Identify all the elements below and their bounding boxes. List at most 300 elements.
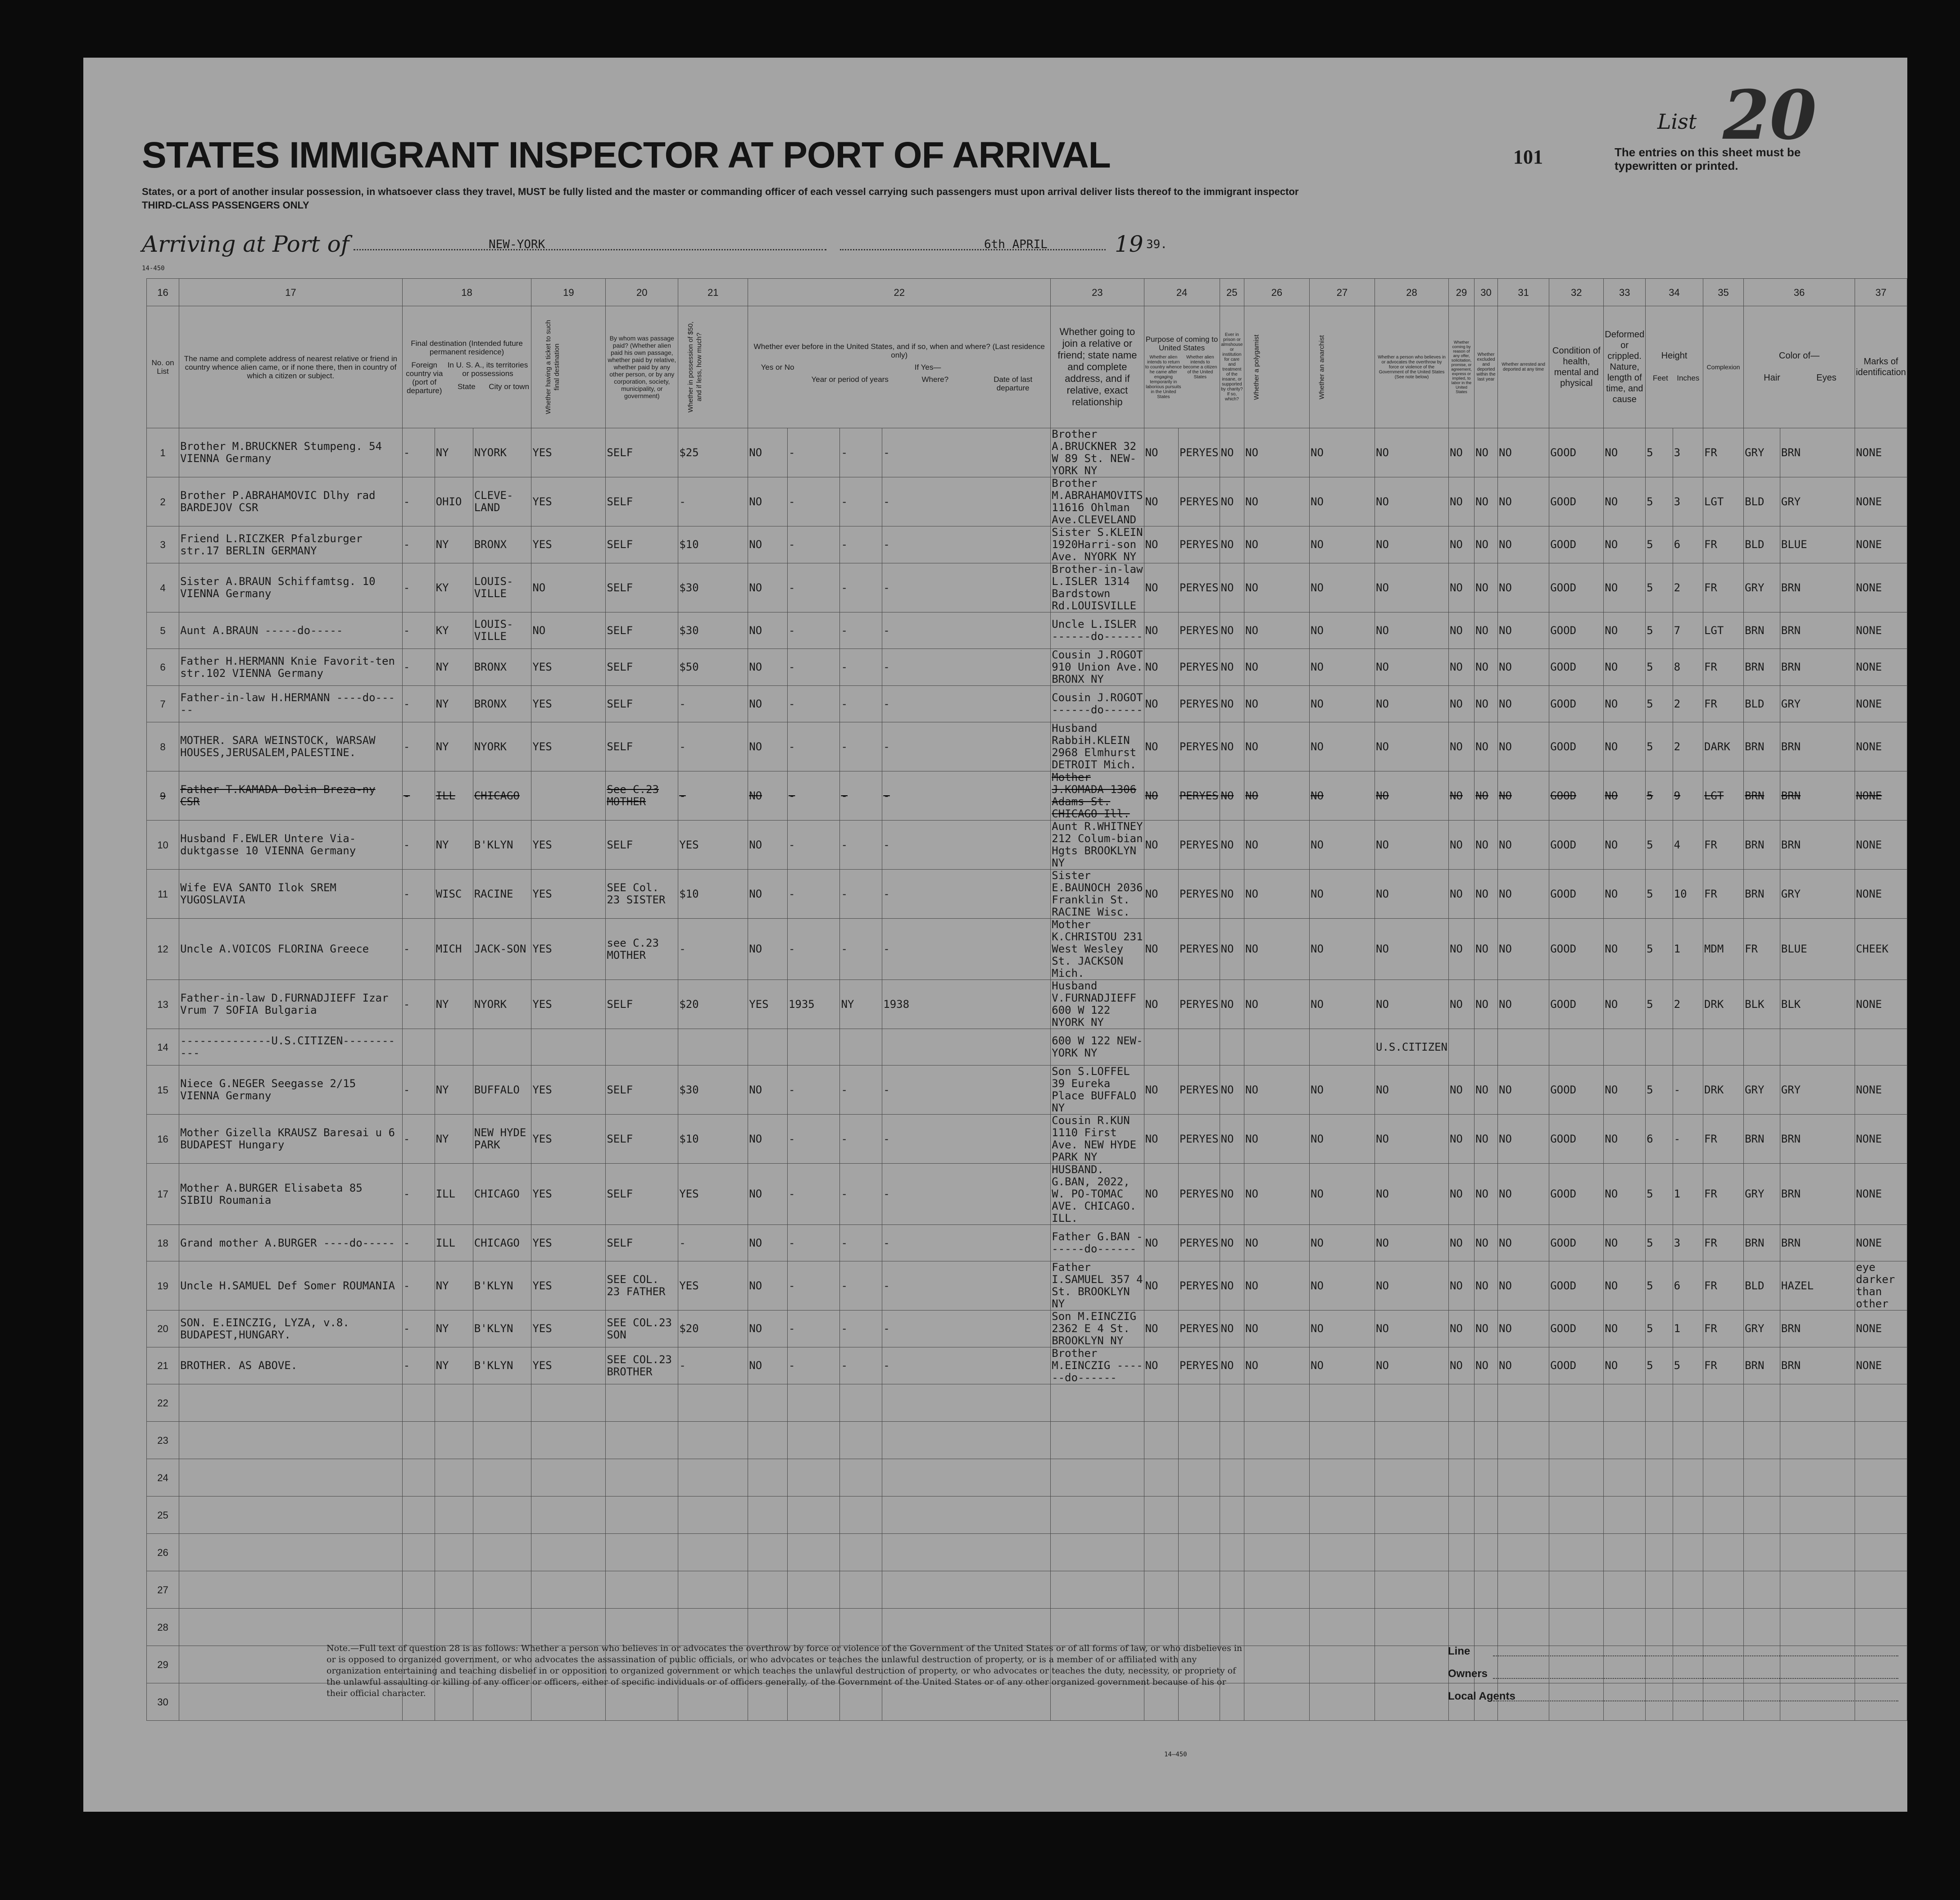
cell-return: NO <box>1144 722 1178 771</box>
empty-cell <box>882 1609 1051 1646</box>
cell-deformed: NO <box>1604 821 1646 870</box>
cell-offer: NO <box>1448 771 1474 821</box>
year-prefix: 19 <box>1115 231 1143 257</box>
table-row <box>147 1115 1907 1164</box>
cell-years: - <box>787 1347 840 1384</box>
cell-departure: - <box>882 477 1051 526</box>
cell-polyg: NO <box>1244 1311 1310 1347</box>
table-row <box>147 1261 1907 1311</box>
cell-deformed: NO <box>1604 919 1646 980</box>
cell-money: $10 <box>678 526 748 563</box>
cell-years: - <box>787 686 840 722</box>
cell-eyes: BRN <box>1780 1115 1855 1164</box>
cell-health: GOOD <box>1549 1115 1604 1164</box>
cell-state: KY <box>435 563 473 612</box>
cell-deformed: NO <box>1604 1164 1646 1225</box>
cell-overthrow: NO <box>1375 563 1449 612</box>
cell-excluded <box>1475 1029 1498 1066</box>
cell-citizen: PERYES <box>1178 477 1220 526</box>
cell-overthrow: NO <box>1375 1347 1449 1384</box>
header-money-text: Whether in possession of $50, and if less, how much? <box>687 322 703 413</box>
header-hair: Hair <box>1764 373 1780 383</box>
cell-money: $10 <box>678 870 748 919</box>
cell-marks: NONE <box>1855 1164 1907 1225</box>
col-num-17: 17 <box>179 279 403 306</box>
cell-before: NO <box>748 1115 788 1164</box>
port-line <box>354 249 826 250</box>
cell-complexion: FR <box>1703 526 1743 563</box>
cell-marks: NONE <box>1855 870 1907 919</box>
cell-ticket: YES <box>531 919 606 980</box>
cell-citizen: PERYES <box>1178 1311 1220 1347</box>
cell-citizen: PERYES <box>1178 870 1220 919</box>
arrival-date: 6th APRIL <box>984 238 1048 251</box>
cell-complexion: FR <box>1703 1347 1743 1384</box>
year-suffix: 39. <box>1146 238 1167 251</box>
header-eyes: Eyes <box>1816 373 1837 383</box>
col-num-16: 16 <box>147 279 179 306</box>
page-code: 101 <box>1513 146 1543 168</box>
cell-departure: - <box>882 1347 1051 1384</box>
form-code: 14-450 <box>142 265 165 272</box>
cell-overthrow: NO <box>1375 1066 1449 1115</box>
empty-cell <box>1051 1459 1144 1496</box>
empty-cell <box>1244 1422 1310 1459</box>
cell-eyes: BRN <box>1780 1164 1855 1225</box>
cell-where: - <box>840 1164 882 1225</box>
cell-years: - <box>787 771 840 821</box>
cell-years <box>787 1029 840 1066</box>
cell-anarch: NO <box>1310 1225 1375 1261</box>
empty-cell <box>1673 1571 1703 1609</box>
cell-marks: NONE <box>1855 1115 1907 1164</box>
header-usa-group: In U. S. A., its territories or possessions <box>447 361 528 378</box>
cell-relative: --------------U.S.CITIZEN----------- <box>179 1029 403 1066</box>
cell-offer: NO <box>1448 612 1474 649</box>
cell-arrested: NO <box>1498 1311 1549 1347</box>
cell-polyg: NO <box>1244 686 1310 722</box>
cell-state: NY <box>435 722 473 771</box>
empty-cell <box>1448 1609 1474 1646</box>
cell-polyg: NO <box>1244 919 1310 980</box>
passenger-rows <box>147 428 1907 1721</box>
cell-money: $30 <box>678 612 748 649</box>
cell-departure <box>882 1029 1051 1066</box>
cell-health: GOOD <box>1549 428 1604 477</box>
cell-complexion: FR <box>1703 870 1743 919</box>
cell-years: - <box>787 919 840 980</box>
cell-prison <box>1220 1029 1244 1066</box>
empty-cell <box>1178 1609 1220 1646</box>
cell-excluded: NO <box>1475 821 1498 870</box>
cell-citizen: PERYES <box>1178 1347 1220 1384</box>
cell-prison: NO <box>1220 1115 1244 1164</box>
cell-relative: Uncle A.VOICOS FLORINA Greece <box>179 919 403 980</box>
empty-cell <box>787 1422 840 1459</box>
cell-return: NO <box>1144 1261 1178 1311</box>
cell-ticket: YES <box>531 1261 606 1311</box>
cell-overthrow: NO <box>1375 526 1449 563</box>
cell-hair: GRY <box>1744 1311 1780 1347</box>
cell-overthrow: NO <box>1375 612 1449 649</box>
empty-cell <box>1646 1422 1673 1459</box>
cell-deformed: NO <box>1604 1066 1646 1115</box>
empty-cell <box>1604 1422 1646 1459</box>
cell-before: YES <box>748 980 788 1029</box>
cell-years: - <box>787 428 840 477</box>
cell-where: - <box>840 1225 882 1261</box>
empty-cell <box>1498 1496 1549 1534</box>
col-num-37: 37 <box>1855 279 1907 306</box>
cell-foreign: - <box>402 563 435 612</box>
cell-excluded: NO <box>1475 1115 1498 1164</box>
col-num-28: 28 <box>1375 279 1449 306</box>
empty-cell <box>1780 1384 1855 1422</box>
cell-marks: NONE <box>1855 1311 1907 1347</box>
empty-cell <box>1244 1496 1310 1534</box>
cell-no: 18 <box>147 1225 179 1261</box>
cell-city: LOUIS-VILLE <box>473 563 531 612</box>
cell-before: NO <box>748 428 788 477</box>
table-row <box>147 1066 1907 1115</box>
cell-money: - <box>678 477 748 526</box>
cell-departure: - <box>882 1066 1051 1115</box>
cell-anarch: NO <box>1310 821 1375 870</box>
empty-cell <box>1646 1459 1673 1496</box>
cell-state: ILL <box>435 1164 473 1225</box>
cell-return: NO <box>1144 428 1178 477</box>
cell-marks: NONE <box>1855 771 1907 821</box>
cell-no: 13 <box>147 980 179 1029</box>
cell-arrested: NO <box>1498 649 1549 686</box>
empty-cell <box>1178 1496 1220 1534</box>
cell-citizen: PERYES <box>1178 1164 1220 1225</box>
empty-cell <box>1673 1609 1703 1646</box>
empty-cell <box>531 1571 606 1609</box>
cell-overthrow: NO <box>1375 1225 1449 1261</box>
cell-where: - <box>840 1115 882 1164</box>
cell-return: NO <box>1144 1347 1178 1384</box>
cell-years: - <box>787 526 840 563</box>
empty-cell <box>1744 1683 1780 1721</box>
empty-cell <box>840 1571 882 1609</box>
cell-health: GOOD <box>1549 649 1604 686</box>
empty-cell <box>1375 1534 1449 1571</box>
cell-offer: NO <box>1448 980 1474 1029</box>
cell-excluded: NO <box>1475 1347 1498 1384</box>
empty-cell <box>179 1384 403 1422</box>
cell-departure: - <box>882 722 1051 771</box>
empty-cell <box>1703 1459 1743 1496</box>
col-num-23: 23 <box>1051 279 1144 306</box>
cell-marks: NONE <box>1855 428 1907 477</box>
cell-arrested: NO <box>1498 526 1549 563</box>
header-overthrow: Whether a person who believes in or advocates the overthrow by force or violence of the Government of the United States (See note below) <box>1375 306 1449 428</box>
cell-money <box>678 1029 748 1066</box>
cell-ticket: YES <box>531 821 606 870</box>
empty-cell <box>1244 1384 1310 1422</box>
empty-cell <box>1375 1496 1449 1534</box>
cell-no: 6 <box>147 649 179 686</box>
cell-deformed: NO <box>1604 722 1646 771</box>
arriving-label: Arriving at Port of <box>142 231 349 257</box>
col-num-26: 26 <box>1244 279 1310 306</box>
empty-cell <box>1744 1496 1780 1534</box>
cell-relative: Friend L.RICZKER Pfalzburger str.17 BERLIN GERMANY <box>179 526 403 563</box>
cell-prison: NO <box>1220 686 1244 722</box>
empty-cell <box>1604 1609 1646 1646</box>
empty-cell <box>1244 1646 1310 1683</box>
cell-return: NO <box>1144 477 1178 526</box>
empty-cell <box>678 1609 748 1646</box>
table-row <box>147 428 1907 477</box>
empty-cell <box>179 1459 403 1496</box>
cell-health: GOOD <box>1549 1347 1604 1384</box>
cell-marks: NONE <box>1855 563 1907 612</box>
empty-cell <box>473 1571 531 1609</box>
cell-return: NO <box>1144 821 1178 870</box>
table-row <box>147 919 1907 980</box>
cell-where: NY <box>840 980 882 1029</box>
cell-hair: BRN <box>1744 722 1780 771</box>
col-num-34: 34 <box>1646 279 1703 306</box>
cell-paid-by: SELF <box>606 649 678 686</box>
cell-health: GOOD <box>1549 1261 1604 1311</box>
cell-citizen: PERYES <box>1178 563 1220 612</box>
cell-anarch: NO <box>1310 722 1375 771</box>
row-number: 27 <box>147 1571 179 1609</box>
empty-cell <box>435 1422 473 1459</box>
cell-overthrow: NO <box>1375 919 1449 980</box>
cell-foreign: - <box>402 649 435 686</box>
cell-offer: NO <box>1448 919 1474 980</box>
cell-feet <box>1646 1029 1673 1066</box>
col-num-19: 19 <box>531 279 606 306</box>
empty-cell <box>840 1609 882 1646</box>
cell-health <box>1549 1029 1604 1066</box>
empty-row <box>147 1571 1907 1609</box>
cell-before <box>748 1029 788 1066</box>
cell-relative: Niece G.NEGER Seegasse 2/15 VIENNA Germany <box>179 1066 403 1115</box>
cell-return: NO <box>1144 1164 1178 1225</box>
table-row <box>147 612 1907 649</box>
cell-years: - <box>787 1164 840 1225</box>
empty-cell <box>678 1496 748 1534</box>
cell-complexion: DARK <box>1703 722 1743 771</box>
empty-cell <box>402 1459 435 1496</box>
empty-cell <box>1549 1422 1604 1459</box>
cell-ticket: YES <box>531 722 606 771</box>
cell-inches: 2 <box>1673 686 1703 722</box>
cell-prison: NO <box>1220 477 1244 526</box>
empty-cell <box>1475 1459 1498 1496</box>
cell-arrested: NO <box>1498 1225 1549 1261</box>
cell-years: 1935 <box>787 980 840 1029</box>
empty-cell <box>1549 1384 1604 1422</box>
empty-cell <box>1780 1571 1855 1609</box>
cell-anarch: NO <box>1310 686 1375 722</box>
cell-citizen: PERYES <box>1178 919 1220 980</box>
cell-deformed: NO <box>1604 649 1646 686</box>
cell-polyg: NO <box>1244 1225 1310 1261</box>
empty-cell <box>531 1422 606 1459</box>
empty-cell <box>678 1534 748 1571</box>
header-offer: Whether coming by reason of any offer, solicitation, promise, or agreement, express or implied, to labor in the United States <box>1448 306 1474 428</box>
empty-cell <box>748 1422 788 1459</box>
header-foreign-country: Foreign country via (port of departure) <box>406 361 443 395</box>
table-row <box>147 686 1907 722</box>
table-row <box>147 771 1907 821</box>
cell-join: Husband V.FURNADJIEFF 600 W 122 NYORK NY <box>1051 980 1144 1029</box>
empty-cell <box>787 1384 840 1422</box>
cell-eyes: GRY <box>1780 1066 1855 1115</box>
cell-eyes <box>1780 1029 1855 1066</box>
cell-city: B'KLYN <box>473 1347 531 1384</box>
cell-health: GOOD <box>1549 1164 1604 1225</box>
header-purpose <box>1144 306 1220 428</box>
cell-health: GOOD <box>1549 919 1604 980</box>
cell-offer: NO <box>1448 1261 1474 1311</box>
cell-prison: NO <box>1220 1164 1244 1225</box>
cell-foreign: - <box>402 1311 435 1347</box>
empty-cell <box>840 1422 882 1459</box>
empty-cell <box>1310 1571 1375 1609</box>
empty-row <box>147 1496 1907 1534</box>
cell-marks: NONE <box>1855 612 1907 649</box>
cell-foreign: - <box>402 1164 435 1225</box>
cell-arrested: NO <box>1498 919 1549 980</box>
row-number: 29 <box>147 1646 179 1683</box>
cell-polyg: NO <box>1244 1347 1310 1384</box>
cell-state: NY <box>435 686 473 722</box>
empty-cell <box>1744 1534 1780 1571</box>
cell-join: Aunt R.WHITNEY 212 Colum-bian Hgts BROOKLYN NY <box>1051 821 1144 870</box>
cell-paid-by: SELF <box>606 1225 678 1261</box>
empty-cell <box>1475 1609 1498 1646</box>
cell-city: BRONX <box>473 526 531 563</box>
cell-relative: Mother Gizella KRAUSZ Baresai u 6 BUDAPEST Hungary <box>179 1115 403 1164</box>
empty-cell <box>1375 1609 1449 1646</box>
cell-years: - <box>787 821 840 870</box>
cell-departure: - <box>882 428 1051 477</box>
empty-cell <box>1855 1609 1907 1646</box>
empty-cell <box>1475 1571 1498 1609</box>
cell-feet: 5 <box>1646 771 1673 821</box>
header-polygamist-text: Whether a polygamist <box>1252 334 1261 400</box>
cell-prison: NO <box>1220 870 1244 919</box>
row-number: 28 <box>147 1609 179 1646</box>
cell-complexion: FR <box>1703 1225 1743 1261</box>
cell-hair: BLD <box>1744 477 1780 526</box>
empty-cell <box>402 1609 435 1646</box>
cell-ticket: YES <box>531 526 606 563</box>
cell-hair: BRN <box>1744 649 1780 686</box>
empty-cell <box>1051 1384 1144 1422</box>
empty-cell <box>748 1571 788 1609</box>
cell-foreign: - <box>402 686 435 722</box>
empty-cell <box>1310 1422 1375 1459</box>
cell-before: NO <box>748 1066 788 1115</box>
cell-join: Mother J.KOMADA 1306 Adams St. CHICAGO Ill. <box>1051 771 1144 821</box>
cell-departure: - <box>882 649 1051 686</box>
cell-anarch: NO <box>1310 980 1375 1029</box>
cell-feet: 5 <box>1646 1311 1673 1347</box>
cell-hair: GRY <box>1744 1164 1780 1225</box>
empty-cell <box>1375 1571 1449 1609</box>
cell-state: MICH <box>435 919 473 980</box>
cell-feet: 5 <box>1646 980 1673 1029</box>
cell-excluded: NO <box>1475 1311 1498 1347</box>
cell-deformed: NO <box>1604 1225 1646 1261</box>
empty-cell <box>1855 1571 1907 1609</box>
cell-inches: 1 <box>1673 919 1703 980</box>
header-purpose-label: Purpose of coming to United States <box>1145 335 1218 352</box>
cell-hair: BRN <box>1744 612 1780 649</box>
cell-departure: - <box>882 612 1051 649</box>
cell-departure: - <box>882 1311 1051 1347</box>
cell-city: NYORK <box>473 722 531 771</box>
col-num-33: 33 <box>1604 279 1646 306</box>
empty-cell <box>1673 1496 1703 1534</box>
empty-cell <box>1310 1384 1375 1422</box>
cell-deformed: NO <box>1604 477 1646 526</box>
empty-cell <box>1673 1683 1703 1721</box>
empty-cell <box>1375 1422 1449 1459</box>
cell-deformed: NO <box>1604 1261 1646 1311</box>
cell-feet: 6 <box>1646 1115 1673 1164</box>
cell-inches: 9 <box>1673 771 1703 821</box>
cell-paid-by: SELF <box>606 526 678 563</box>
cell-hair: BRN <box>1744 1347 1780 1384</box>
empty-cell <box>1855 1683 1907 1721</box>
empty-cell <box>678 1422 748 1459</box>
cell-prison: NO <box>1220 1347 1244 1384</box>
cell-arrested: NO <box>1498 612 1549 649</box>
cell-return: NO <box>1144 980 1178 1029</box>
cell-anarch: NO <box>1310 477 1375 526</box>
header-color-label: Color of— <box>1779 351 1819 361</box>
column-header-row <box>147 306 1907 428</box>
cell-overthrow: NO <box>1375 1164 1449 1225</box>
cell-return: NO <box>1144 1115 1178 1164</box>
cell-relative: Husband F.EWLER Untere Via-duktgasse 10 VIENNA Germany <box>179 821 403 870</box>
cell-inches: - <box>1673 1115 1703 1164</box>
list-label: List <box>1657 109 1697 134</box>
table-row <box>147 526 1907 563</box>
cell-where: - <box>840 1311 882 1347</box>
cell-polyg: NO <box>1244 870 1310 919</box>
cell-offer: NO <box>1448 1347 1474 1384</box>
cell-before: NO <box>748 477 788 526</box>
cell-complexion: LGT <box>1703 771 1743 821</box>
empty-row <box>147 1534 1907 1571</box>
cell-inches: 10 <box>1673 870 1703 919</box>
cell-no: 16 <box>147 1115 179 1164</box>
empty-cell <box>1178 1571 1220 1609</box>
empty-cell <box>1646 1683 1673 1721</box>
cell-paid-by: SEE Col. 23 SISTER <box>606 870 678 919</box>
cell-prison: NO <box>1220 919 1244 980</box>
cell-polyg: NO <box>1244 1164 1310 1225</box>
cell-where: - <box>840 526 882 563</box>
cell-anarch: NO <box>1310 428 1375 477</box>
cell-return: NO <box>1144 1066 1178 1115</box>
empty-cell <box>1375 1646 1449 1683</box>
cell-where: - <box>840 722 882 771</box>
cell-join: Uncle L.ISLER ------do------ <box>1051 612 1144 649</box>
cell-return <box>1144 1029 1178 1066</box>
cell-paid-by: SEE COL.23 SON <box>606 1311 678 1347</box>
